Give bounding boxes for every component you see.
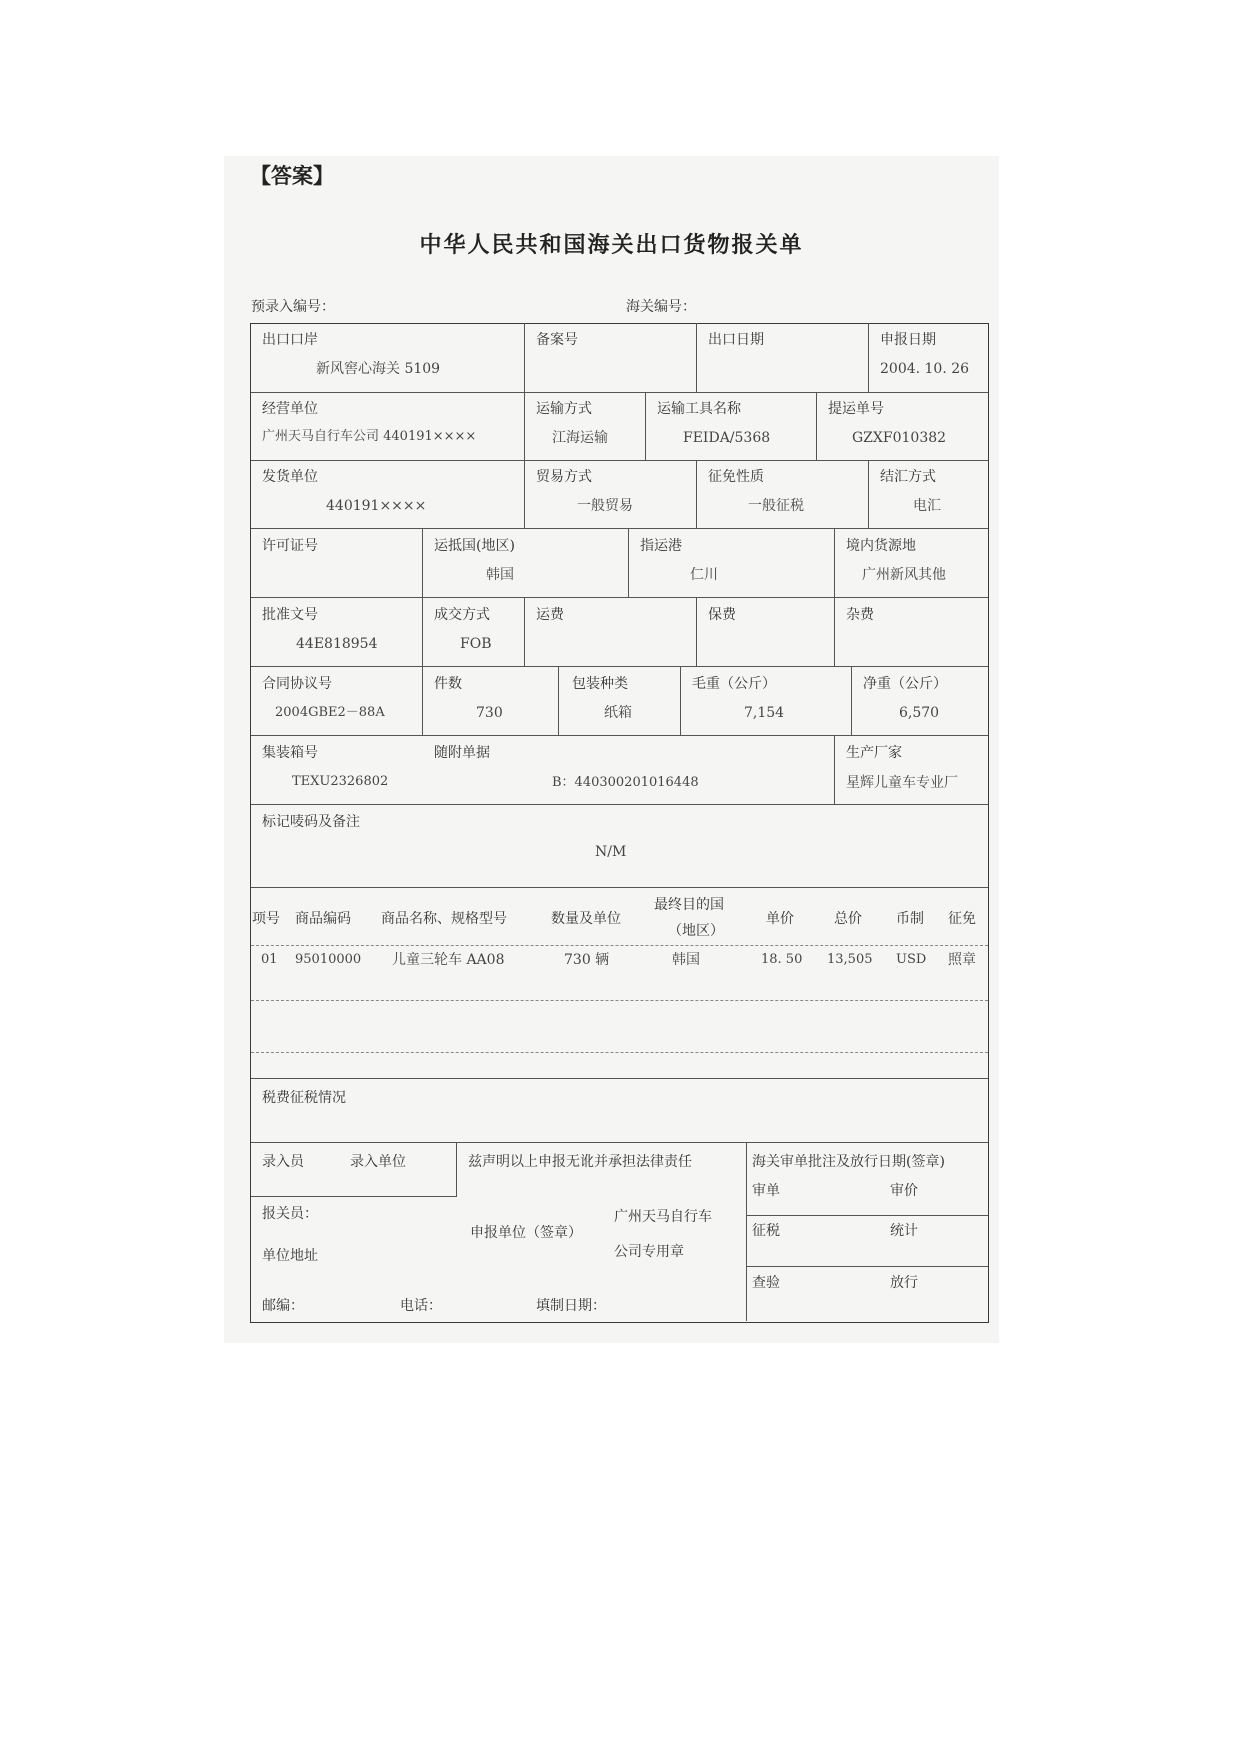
- container-label: 集装箱号: [262, 745, 318, 761]
- col-divider: [816, 392, 817, 461]
- net-weight-value: 6,570: [899, 705, 940, 721]
- row-divider: [746, 1215, 988, 1216]
- freight-label: 运费: [536, 607, 564, 623]
- goods-header-code: 商品编码: [295, 911, 351, 927]
- unit-address-label: 单位地址: [262, 1248, 318, 1264]
- port-value: 仁川: [690, 567, 718, 583]
- goods-item-no: 01: [261, 952, 278, 967]
- goods-header-dest: 最终目的国: [654, 897, 724, 913]
- goods-dashed-line: [251, 1052, 988, 1053]
- row-divider: [251, 528, 988, 529]
- insurance-label: 保费: [708, 607, 736, 623]
- marks-value: N/M: [595, 844, 627, 860]
- goods-header-total: 总价: [834, 911, 862, 927]
- dest-country-label: 运抵国(地区): [434, 538, 515, 554]
- pieces-value: 730: [476, 705, 503, 721]
- tax-label: 税费征税情况: [262, 1090, 346, 1106]
- col-divider: [645, 392, 646, 461]
- maker-value: 星辉儿童车专业厂: [846, 775, 958, 791]
- customs-approval-label: 海关审单批注及放行日期(签章): [752, 1154, 945, 1170]
- goods-unit-price: 18. 50: [761, 952, 803, 967]
- operator-label: 经营单位: [262, 401, 318, 417]
- col-divider: [422, 528, 423, 735]
- price-review-label: 审价: [890, 1183, 918, 1199]
- deal-value: FOB: [460, 636, 492, 652]
- entry-clerk-label: 录入员: [262, 1154, 304, 1170]
- row-divider: [746, 1266, 988, 1267]
- form-title: 中华人民共和国海关出口货物报关单: [419, 233, 804, 258]
- row-divider: [251, 887, 988, 888]
- declare-date-label: 申报日期: [880, 332, 936, 348]
- goods-code: 95010000: [295, 952, 362, 967]
- deal-label: 成交方式: [434, 607, 490, 623]
- col-divider: [696, 597, 697, 666]
- col-divider: [628, 528, 629, 597]
- declare-date-value: 2004. 10. 26: [880, 361, 970, 377]
- maker-label: 生产厂家: [846, 745, 902, 761]
- license-label: 许可证号: [262, 538, 318, 554]
- goods-exempt: 照章: [948, 952, 976, 968]
- inspect-label: 查验: [752, 1275, 780, 1291]
- col-divider: [456, 1142, 457, 1197]
- tax-collect-label: 征税: [752, 1223, 780, 1239]
- export-port-label: 出口口岸: [262, 332, 318, 348]
- docs-value: B：440300201016448: [552, 775, 699, 790]
- misc-label: 杂费: [846, 607, 874, 623]
- col-divider: [868, 460, 869, 529]
- trade-mode-label: 贸易方式: [536, 469, 592, 485]
- goods-header-item-no: 项号: [252, 911, 280, 927]
- pieces-label: 件数: [434, 676, 462, 692]
- row-divider: [251, 597, 988, 598]
- phone-label: 电话：: [400, 1298, 442, 1314]
- col-divider: [851, 666, 852, 735]
- package-label: 包装种类: [572, 676, 628, 692]
- broker-label: 报关员：: [262, 1206, 318, 1222]
- goods-header-name: 商品名称、规格型号: [381, 911, 507, 927]
- vehicle-label: 运输工具名称: [657, 401, 741, 417]
- goods-header-unit-price: 单价: [766, 911, 794, 927]
- port-label: 指运港: [640, 538, 682, 554]
- transport-mode-label: 运输方式: [536, 401, 592, 417]
- container-value: TEXU2326802: [292, 774, 389, 789]
- export-port-value: 新风窖心海关 5109: [316, 361, 441, 377]
- col-divider: [524, 323, 525, 529]
- contract-value: 2004GBE2－88A: [275, 705, 385, 720]
- row-divider: [251, 1078, 988, 1079]
- goods-name: 儿童三轮车 AA08: [392, 952, 505, 968]
- row-divider: [251, 1196, 456, 1197]
- goods-header-exempt: 征免: [948, 911, 976, 927]
- goods-header-currency: 币制: [896, 911, 924, 927]
- release-label: 放行: [890, 1275, 918, 1291]
- row-divider: [251, 666, 988, 667]
- row-divider: [251, 460, 988, 461]
- tax-nature-value: 一般征税: [748, 498, 804, 514]
- goods-total: 13,505: [827, 952, 873, 967]
- settlement-label: 结汇方式: [880, 469, 936, 485]
- pre-entry-label: 预录入编号：: [251, 299, 335, 315]
- review-label: 审单: [752, 1183, 780, 1199]
- goods-currency: USD: [896, 952, 927, 967]
- row-divider: [251, 735, 988, 736]
- col-divider: [834, 597, 835, 666]
- declare-unit-label: 申报单位（签章）: [470, 1225, 582, 1241]
- contract-label: 合同协议号: [262, 676, 332, 692]
- gross-weight-value: 7,154: [744, 705, 785, 721]
- goods-dashed-line: [251, 1000, 988, 1001]
- settlement-value: 电汇: [913, 498, 941, 514]
- shipper-value: 440191××××: [326, 498, 427, 514]
- col-divider: [746, 1142, 747, 1321]
- marks-label: 标记唛码及备注: [262, 814, 360, 830]
- dest-country-value: 韩国: [486, 567, 514, 583]
- col-divider: [524, 597, 525, 666]
- record-no-label: 备案号: [536, 332, 578, 348]
- stamp-line1: 广州天马自行车: [614, 1209, 712, 1225]
- bill-value: GZXF010382: [852, 430, 947, 446]
- stamp-line2: 公司专用章: [614, 1244, 684, 1260]
- col-divider: [834, 528, 835, 597]
- fill-date-label: 填制日期：: [536, 1298, 606, 1314]
- shipper-label: 发货单位: [262, 469, 318, 485]
- docs-label: 随附单据: [434, 745, 490, 761]
- declaration-text: 兹声明以上申报无讹并承担法律责任: [468, 1154, 692, 1170]
- source-value: 广州新风其他: [862, 567, 946, 583]
- approval-value: 44E818954: [296, 636, 378, 652]
- form-frame: [250, 323, 989, 1323]
- col-divider: [558, 666, 559, 735]
- net-weight-label: 净重（公斤）: [863, 676, 947, 692]
- col-divider: [680, 666, 681, 735]
- stats-label: 统计: [890, 1223, 918, 1239]
- operator-value: 广州天马自行车公司 440191××××: [262, 429, 477, 444]
- package-value: 纸箱: [604, 705, 632, 721]
- entry-unit-label: 录入单位: [350, 1154, 406, 1170]
- col-divider: [868, 323, 869, 393]
- trade-mode-value: 一般贸易: [577, 498, 633, 514]
- row-divider: [251, 1142, 988, 1143]
- col-divider: [834, 735, 835, 804]
- goods-dest: 韩国: [672, 952, 700, 968]
- source-label: 境内货源地: [846, 538, 916, 554]
- postcode-label: 邮编：: [262, 1298, 304, 1314]
- customs-no-label: 海关编号：: [626, 299, 696, 315]
- vehicle-value: FEIDA/5368: [683, 430, 771, 446]
- col-divider: [696, 460, 697, 529]
- export-date-label: 出口日期: [708, 332, 764, 348]
- col-divider: [696, 323, 697, 393]
- goods-header-dest-region: （地区）: [668, 923, 724, 939]
- tax-nature-label: 征免性质: [708, 469, 764, 485]
- row-divider: [251, 392, 988, 393]
- goods-dashed-line: [251, 945, 988, 946]
- goods-qty: 730 辆: [564, 952, 610, 968]
- answer-heading: 【答案】: [250, 164, 334, 188]
- goods-header-qty: 数量及单位: [551, 911, 621, 927]
- gross-weight-label: 毛重（公斤）: [692, 676, 776, 692]
- approval-label: 批准文号: [262, 607, 318, 623]
- transport-mode-value: 江海运输: [552, 430, 608, 446]
- row-divider: [251, 804, 988, 805]
- bill-label: 提运单号: [828, 401, 884, 417]
